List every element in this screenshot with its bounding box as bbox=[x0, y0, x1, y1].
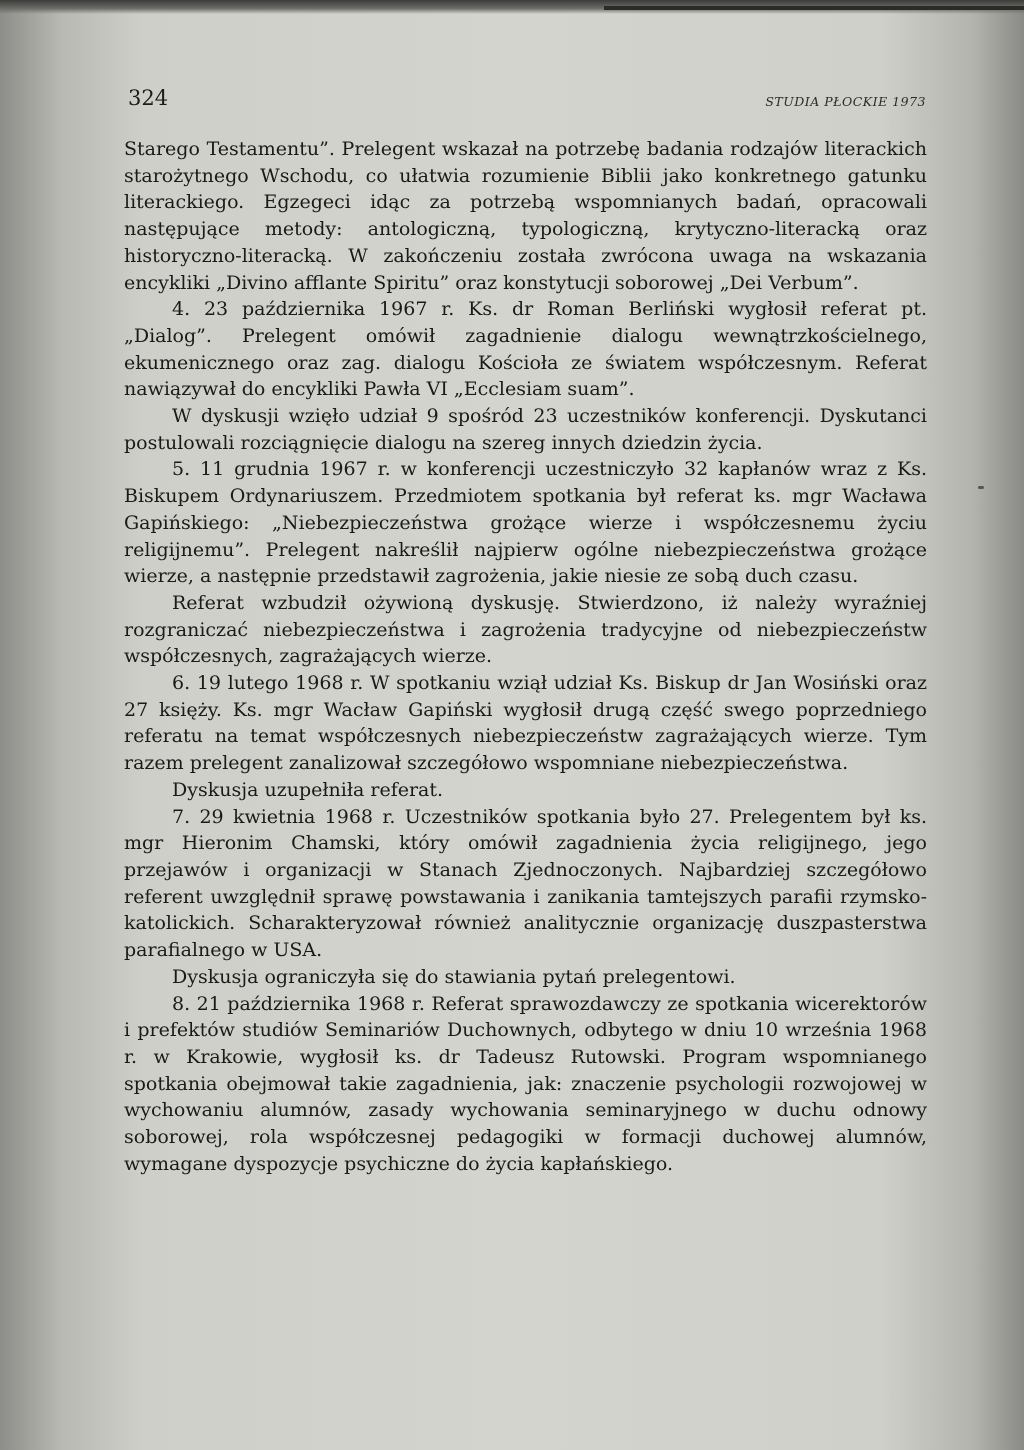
paragraph: 7. 29 kwietnia 1968 r. Uczestników spotkania było 27. Prelegentem był ks. mgr Hieronim Chamski, który omówił zagadnienia życia religijnego, jego przejawów i organizacji w Stanach Zjednoczonych. Najbardziej szczegółowo referent uwzględnił sprawę powstawania i zanikania tamtejszych parafii rzymsko-katolickich. Scharakteryzował również analitycznie organizację duszpasterstwa parafialnego w USA. bbox=[124, 805, 927, 962]
scan-speck bbox=[978, 486, 984, 489]
paragraph: Referat wzbudził ożywioną dyskusję. Stwierdzono, iż należy wyraźniej rozgraniczać niebezpieczeństwa i zagrożenia tradycyjne od niebezpieczeństw współczesnych, zagrażających wierze. bbox=[124, 591, 927, 668]
running-head: STUDIA PŁOCKIE 1973 bbox=[765, 94, 926, 109]
paragraph: Starego Testamentu”. Prelegent wskazał na potrzebę badania rodzajów literackich starożytnego Wschodu, co ułatwia rozumienie Biblii jako konkretnego gatunku literackiego. Egzegeci idąc za potrzebą wspomnianych badań, opracowali następujące metody: antologiczną, typologiczną, krytyczno-literacką oraz historyczno-literacką. W zakończeniu została zwrócona uwaga na wskazania encykliki „Divino afflante Spiritu” oraz konstytucji soborowej „Dei Verbum”. bbox=[124, 138, 927, 294]
paragraph: Dyskusja uzupełniła referat. bbox=[172, 778, 444, 801]
body-text bbox=[124, 136, 927, 1177]
paragraph: 8. 21 października 1968 r. Referat sprawozdawczy ze spotkania wicerektorów i prefektów studiów Seminariów Duchownych, odbytego w dniu 10 września 1968 r. w Krakowie, wygłosił ks. dr Tadeusz Rutowski. Program wspomnianego spotkania obejmował takie zagadnienia, jak: znaczenie psychologii rozwojowej w wychowaniu alumnów, zasady wychowania seminaryjnego w duchu odnowy soborowej, rola współczesnej pedagogiki w formacji duchowej alumnów, wymagane dyspozycje psychiczne do życia kapłańskiego. bbox=[124, 992, 927, 1175]
paragraph: 6. 19 lutego 1968 r. W spotkaniu wziął udział Ks. Biskup dr Jan Wosiński oraz 27 księży. Ks. mgr Wacław Gapiński wygłosił drugą część swego poprzedniego referatu na temat współczesnych niebezpieczeństw zagrażających wierze. Tym razem prelegent zanalizował szczegółowo wspomniane niebezpieczeństwa. bbox=[124, 672, 927, 775]
paragraph: Dyskusja ograniczyła się do stawiania pytań prelegentowi. bbox=[172, 965, 736, 988]
paragraph: 5. 11 grudnia 1967 r. w konferencji uczestniczyło 32 kapłanów wraz z Ks. Biskupem Ordynariuszem. Przedmiotem spotkania był referat ks. mgr Wacława Gapińskiego: „Niebezpieczeństwa grożące wierze i współczesnemu życiu religijnemu”. Prelegent nakreślił najpierw ogólne niebezpieczeństwa grożące wierze, a następnie przedstawił zagrożenia, jakie niesie ze sobą duch czasu. bbox=[124, 458, 927, 588]
page-number: 324 bbox=[128, 86, 169, 110]
paragraph: W dyskusji wzięło udział 9 spośród 23 uczestników konferencji. Dyskutanci postulowali rozciągnięcie dialogu na szereg innych dziedzin życia. bbox=[124, 405, 927, 454]
scan-top-edge bbox=[0, 0, 1024, 14]
paragraph: 4. 23 października 1967 r. Ks. dr Roman Berliński wygłosił referat pt. „Dialog”. Prelegent omówił zagadnienie dialogu wewnątrzkościelnego, ekumenicznego oraz zag. dialogu Kościoła ze światem współczesnym. Referat nawiązywał do encykliki Pawła VI „Ecclesiam suam”. bbox=[124, 298, 927, 401]
page-header bbox=[124, 86, 928, 116]
